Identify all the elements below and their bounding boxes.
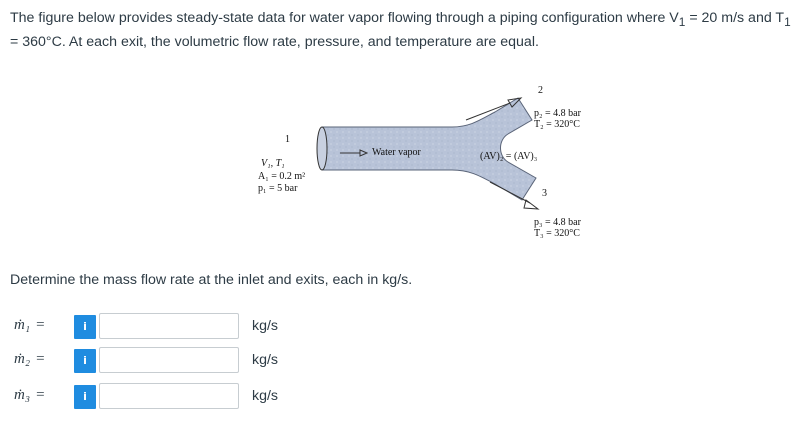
- problem-text-c: = 360°C. At each exit, the volumetric flow rate, pressure, and temperature are equal.: [10, 33, 539, 50]
- inlet-number: 1: [285, 134, 290, 145]
- problem-sub-t1: 1: [784, 14, 791, 29]
- problem-sub-v1: 1: [678, 14, 686, 29]
- mass-flow-input-1[interactable]: [99, 313, 239, 339]
- exit3-temperature: T₃ = 320°C: [534, 228, 580, 239]
- exit2-temperature: T₂ = 320°C: [534, 119, 580, 130]
- info-icon[interactable]: i: [74, 349, 96, 373]
- mass-flow-input-3[interactable]: [99, 383, 239, 409]
- unit-label: kg/s: [252, 352, 279, 368]
- exit2-number: 2: [538, 85, 543, 96]
- answer-label-m3: [14, 387, 70, 404]
- pipe-body: [322, 98, 536, 200]
- pipe-inlet-end: [317, 127, 327, 170]
- answer-label-m1: [14, 317, 70, 334]
- piping-figure: [240, 70, 620, 260]
- volumetric-relation: (AV)₂ = (AV)₃: [480, 151, 538, 162]
- mass-flow-input-2[interactable]: [99, 347, 239, 373]
- info-icon[interactable]: i: [74, 385, 96, 409]
- inlet-pressure: p₁ = 5 bar: [258, 183, 298, 194]
- answer-label-m2: [14, 351, 70, 368]
- problem-text-b: = 20 m/s and T: [685, 10, 785, 26]
- exit3-arrowhead: [524, 200, 538, 209]
- mass-flow-symbol-2: ṁ₂: [14, 351, 31, 367]
- mass-flow-symbol-3: ṁ₃: [14, 387, 31, 403]
- exit3-pressure: p₃ = 4.8 bar: [534, 217, 581, 228]
- problem-text-a: The figure below provides steady-state data for water vapor flowing through a piping configuration where V: [10, 10, 679, 26]
- pipe-label: Water vapor: [372, 147, 421, 158]
- info-icon[interactable]: i: [74, 315, 96, 339]
- equals-sign: =: [36, 351, 45, 367]
- unit-label: kg/s: [252, 388, 279, 404]
- equals-sign: =: [36, 317, 45, 333]
- inlet-area: A₁ = 0.2 m²: [258, 171, 306, 182]
- unit-label: kg/s: [252, 318, 279, 334]
- equals-sign: =: [36, 387, 45, 403]
- exit3-number: 3: [542, 188, 547, 199]
- mass-flow-symbol-1: ṁ₁: [14, 317, 31, 333]
- problem-statement: [10, 8, 800, 52]
- question-text: Determine the mass flow rate at the inlet and exits, each in kg/s.: [10, 272, 413, 288]
- exit2-pressure: p₂ = 4.8 bar: [534, 108, 581, 119]
- inlet-state: V₁, T₁: [261, 158, 285, 169]
